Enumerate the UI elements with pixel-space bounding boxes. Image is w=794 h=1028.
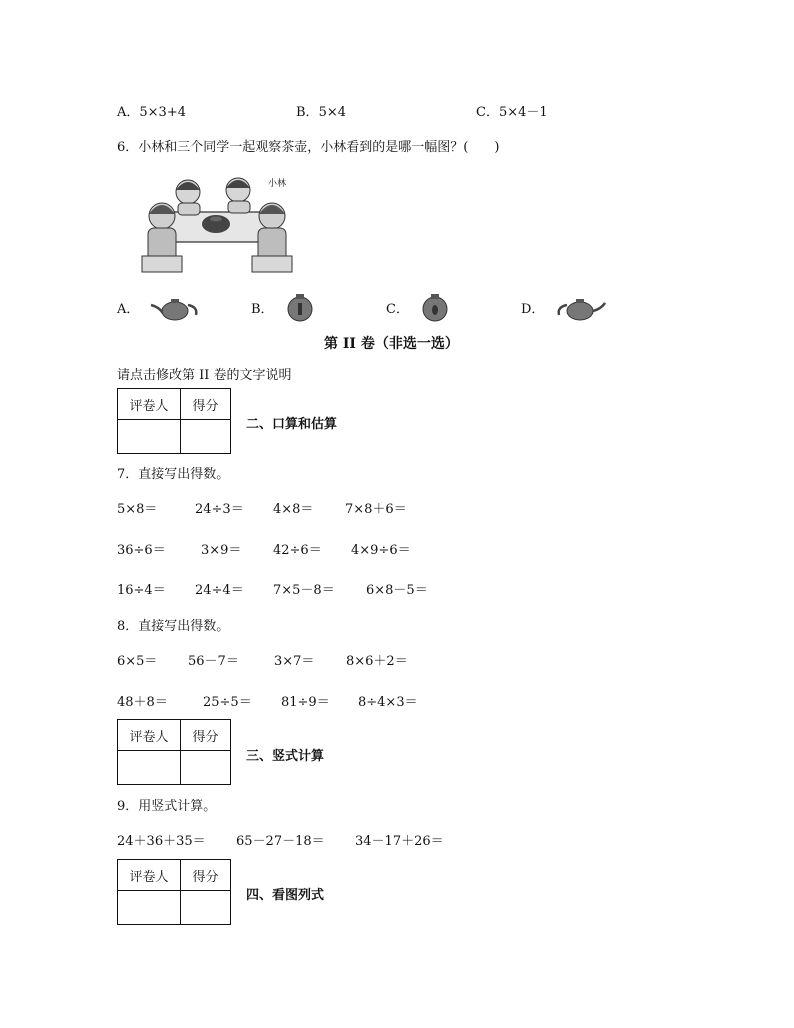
score-table xyxy=(117,859,231,925)
q8-item: 81÷9＝ xyxy=(281,695,330,710)
q6-option-c xyxy=(386,291,451,323)
option-label: A． xyxy=(117,301,140,317)
q6-illustration xyxy=(138,172,298,276)
option-text: 5×3+4 xyxy=(139,105,186,120)
option-text: 5×4－1 xyxy=(498,105,548,120)
figure-label: 小林 xyxy=(268,179,287,189)
part2-note: 请点击修改第 II 卷的文字说明 xyxy=(117,368,292,383)
grader-header: 评卷人 xyxy=(118,860,181,891)
q8-item: 3×7＝ xyxy=(274,654,315,669)
option-label: A． xyxy=(117,105,140,120)
q9-item: 34－17＋26＝ xyxy=(355,834,444,849)
score-cell[interactable] xyxy=(181,891,231,925)
q7-item: 42÷6＝ xyxy=(273,543,322,558)
q9-title: 9．用竖式计算。 xyxy=(117,799,217,814)
q8-item: 6×5＝ xyxy=(117,654,158,669)
grader-cell[interactable] xyxy=(118,751,181,785)
teapot-side-spout-icon xyxy=(554,293,606,321)
option-text: 5×4 xyxy=(318,105,346,120)
grader-cell[interactable] xyxy=(118,420,181,454)
score-cell[interactable] xyxy=(181,751,231,785)
q5-option-c xyxy=(476,101,548,120)
part2-title: 第 II 卷（非选一选） xyxy=(324,336,459,352)
q7-item: 24÷4＝ xyxy=(195,583,244,598)
option-label: D． xyxy=(521,301,545,317)
q7-item: 3×9＝ xyxy=(201,543,242,558)
teapot-front-icon xyxy=(419,291,451,323)
grader-header: 评卷人 xyxy=(118,389,181,420)
q6-option-d xyxy=(521,293,606,321)
q9-item: 24＋36＋35＝ xyxy=(117,834,206,849)
q7-item: 7×8＋6＝ xyxy=(345,502,407,517)
q7-title: 7．直接写出得数。 xyxy=(117,467,230,482)
q7-item: 4×9÷6＝ xyxy=(351,543,411,558)
q7-item: 6×8－5＝ xyxy=(366,583,428,598)
q8-item: 56－7＝ xyxy=(188,654,239,669)
grader-cell[interactable] xyxy=(118,891,181,925)
score-header: 得分 xyxy=(181,860,231,891)
q6-option-a xyxy=(117,293,201,321)
q5-option-b xyxy=(296,101,346,120)
q6-option-b xyxy=(251,291,316,323)
q8-item: 8×6＋2＝ xyxy=(346,654,408,669)
q7-item: 36÷6＝ xyxy=(117,543,166,558)
q7-item: 7×5－8＝ xyxy=(273,583,335,598)
q8-title: 8．直接写出得数。 xyxy=(117,619,230,634)
option-label: B． xyxy=(296,105,319,120)
section-title: 三、竖式计算 xyxy=(246,749,325,764)
section-title: 四、看图列式 xyxy=(246,888,325,903)
score-table xyxy=(117,719,231,785)
q7-item: 16÷4＝ xyxy=(117,583,166,598)
section-title: 二、口算和估算 xyxy=(246,417,338,432)
option-label: B． xyxy=(251,301,274,317)
q9-item: 65－27－18＝ xyxy=(236,834,325,849)
teapot-side-icon xyxy=(149,293,201,321)
q8-item: 25÷5＝ xyxy=(203,695,252,710)
score-header: 得分 xyxy=(181,389,231,420)
q5-option-a xyxy=(117,101,186,120)
teapot-front-handle-icon xyxy=(284,291,316,323)
grader-header: 评卷人 xyxy=(118,720,181,751)
score-table xyxy=(117,388,231,454)
score-header: 得分 xyxy=(181,720,231,751)
option-label: C． xyxy=(386,301,409,317)
q8-item: 8÷4×3＝ xyxy=(358,695,418,710)
q7-item: 4×8＝ xyxy=(273,502,314,517)
score-cell[interactable] xyxy=(181,420,231,454)
q8-item: 48＋8＝ xyxy=(117,695,168,710)
q7-item: 24÷3＝ xyxy=(195,502,244,517)
q6-question: 6．小林和三个同学一起观察茶壶，小林看到的是哪一幅图？( ) xyxy=(117,140,500,155)
option-label: C． xyxy=(476,105,499,120)
q7-item: 5×8＝ xyxy=(117,502,158,517)
